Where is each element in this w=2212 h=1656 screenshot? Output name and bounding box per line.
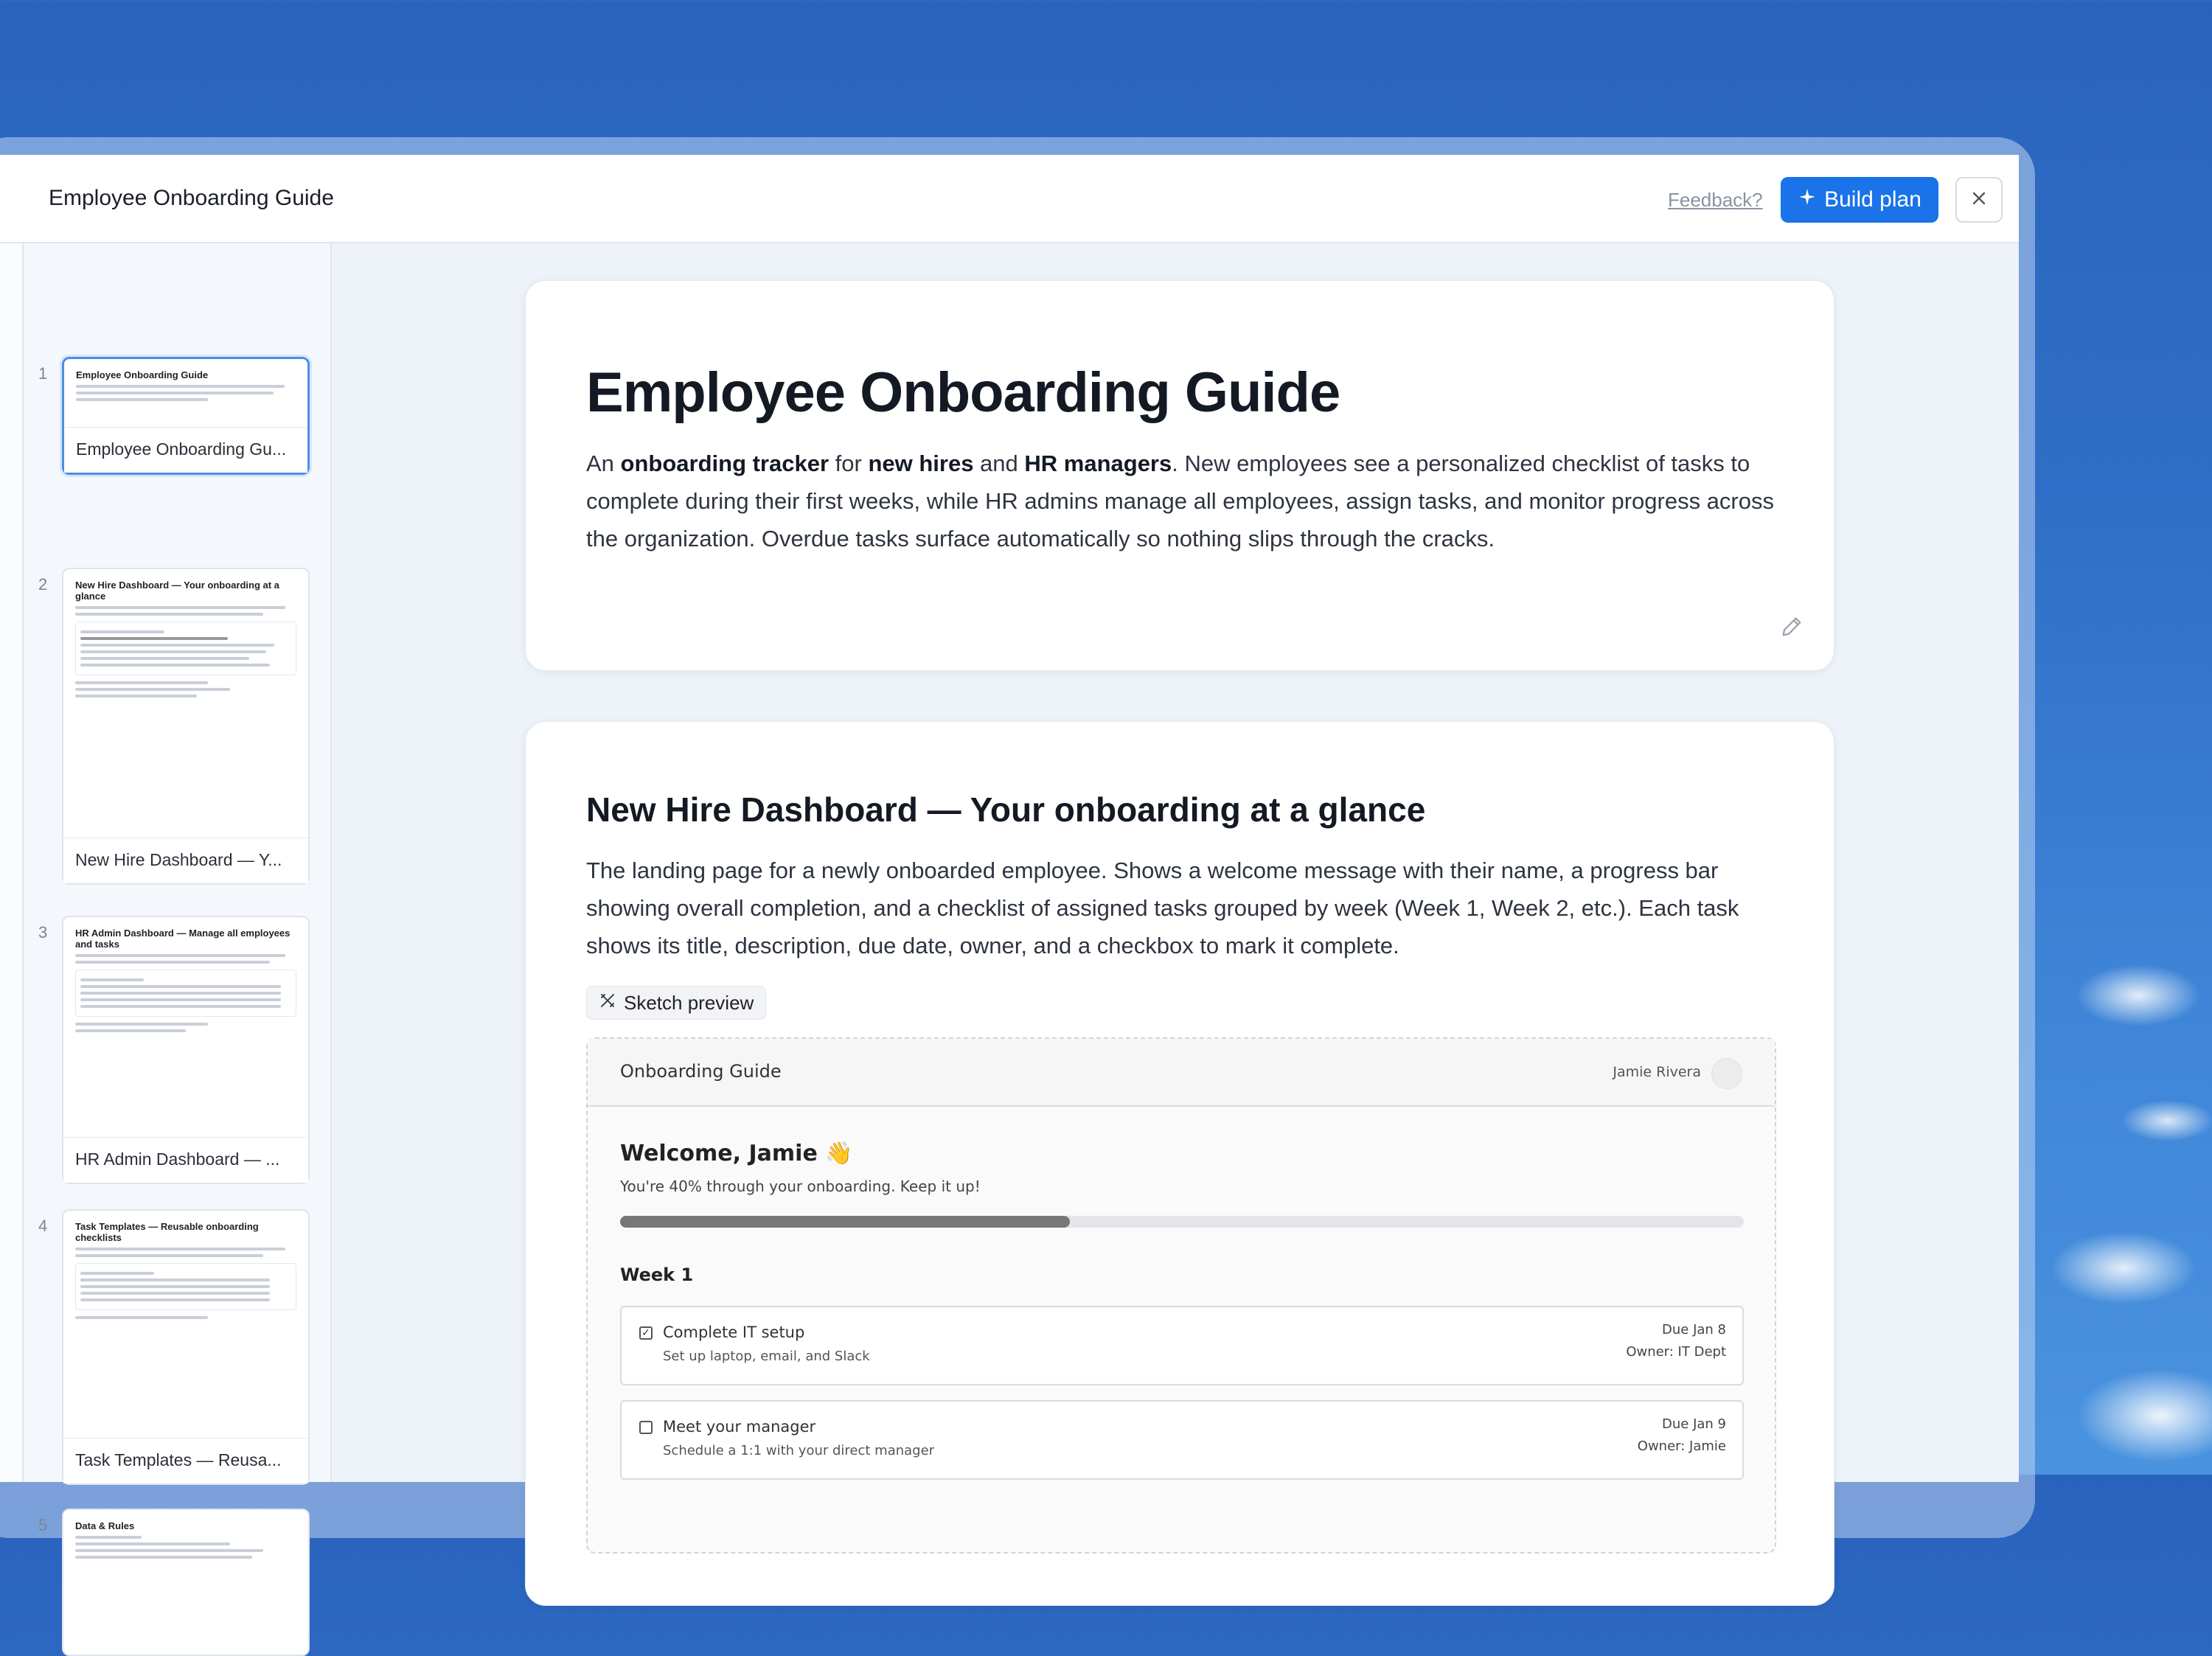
thumbnail-heading: New Hire Dashboard — Your onboarding at a glance bbox=[75, 580, 279, 602]
section-description: The landing page for a newly onboarded employee. Shows a welcome message with their name, a progress bar showing overall completion, and a checklist of assigned tasks grouped by week (Week 1, Week 2, etc.). Each task shows its title, description, due date, owner, and a checkbox to mark it complete. bbox=[586, 857, 1739, 959]
task-row bbox=[620, 1400, 1744, 1480]
task-title: Meet your manager bbox=[663, 1418, 816, 1436]
page-title: Employee Onboarding Guide bbox=[586, 361, 1340, 424]
thumbnail-heading: Task Templates — Reusable onboarding checklists bbox=[75, 1221, 259, 1243]
page-number: 2 bbox=[38, 575, 48, 594]
task-checkbox[interactable] bbox=[639, 1421, 653, 1434]
feedback-link[interactable]: Feedback? bbox=[1668, 189, 1763, 211]
close-button[interactable] bbox=[1955, 177, 2003, 223]
page-thumbnail-4[interactable] bbox=[62, 1209, 310, 1485]
build-plan-label: Build plan bbox=[1824, 187, 1921, 212]
task-title: Complete IT setup bbox=[663, 1323, 805, 1341]
intro-card bbox=[525, 280, 1834, 671]
sketch-progress-text: You're 40% through your onboarding. Keep it up! bbox=[620, 1177, 981, 1195]
page-number: 4 bbox=[38, 1217, 48, 1235]
sketch-header bbox=[588, 1039, 1775, 1107]
week-label: Week 1 bbox=[620, 1264, 694, 1285]
page-thumbnail-2[interactable] bbox=[62, 568, 310, 885]
task-owner: Owner: Jamie bbox=[1637, 1438, 1726, 1454]
thumbnail-caption: Task Templates — Reusa... bbox=[63, 1438, 308, 1483]
section-card bbox=[525, 721, 1834, 1606]
sketch-app-name: Onboarding Guide bbox=[620, 1061, 782, 1082]
avatar bbox=[1711, 1058, 1742, 1089]
top-bar bbox=[0, 155, 2019, 243]
task-due-date: Due Jan 8 bbox=[1662, 1322, 1726, 1337]
page-number: 5 bbox=[38, 1516, 48, 1534]
edit-pencil-icon[interactable] bbox=[1779, 614, 1804, 643]
sketch-welcome: Welcome, Jamie 👋 bbox=[620, 1141, 853, 1166]
window-title: Employee Onboarding Guide bbox=[49, 186, 334, 210]
task-row bbox=[620, 1306, 1744, 1385]
task-checkbox[interactable]: ✓ bbox=[639, 1326, 653, 1340]
close-icon bbox=[1970, 189, 1988, 211]
progress-bar-fill bbox=[620, 1216, 1070, 1228]
page-thumbnail-5[interactable] bbox=[62, 1509, 310, 1656]
thumbnail-heading: HR Admin Dashboard — Manage all employees and tasks bbox=[75, 928, 291, 950]
task-description: Set up laptop, email, and Slack bbox=[663, 1349, 870, 1364]
task-due-date: Due Jan 9 bbox=[1662, 1416, 1726, 1432]
page-number: 1 bbox=[38, 364, 48, 383]
left-edge-panel bbox=[0, 155, 24, 1482]
sketch-icon bbox=[599, 992, 616, 1015]
thumbnail-heading: Data & Rules bbox=[75, 1520, 135, 1531]
thumbnail-caption: New Hire Dashboard — Y... bbox=[63, 838, 308, 883]
thumbnail-heading: Employee Onboarding Guide bbox=[76, 369, 209, 380]
sketch-preview-label: Sketch preview bbox=[624, 991, 754, 1014]
page-thumbnail-1[interactable] bbox=[62, 357, 310, 475]
intro-paragraph: An onboarding tracker for new hires and HR managers. New employees see a personalized checklist of tasks to complete during their first weeks, while HR admins manage all employees, assign tasks, and monitor progress across the organization. Overdue tasks surface automatically so nothing slips through the cracks. bbox=[586, 450, 1774, 552]
sketch-preview bbox=[586, 1037, 1776, 1554]
task-description: Schedule a 1:1 with your direct manager bbox=[663, 1443, 935, 1458]
page-number: 3 bbox=[38, 923, 48, 942]
build-plan-button[interactable] bbox=[1781, 177, 1938, 223]
thumbnail-caption: HR Admin Dashboard — ... bbox=[63, 1137, 308, 1183]
app-window bbox=[0, 155, 2019, 1534]
sketch-user-name: Jamie Rivera bbox=[1613, 1064, 1701, 1080]
page-thumbnail-3[interactable] bbox=[62, 916, 310, 1184]
progress-bar bbox=[620, 1216, 1744, 1228]
thumbnail-caption: Employee Onboarding Gu... bbox=[64, 427, 307, 473]
page-sidebar bbox=[24, 243, 332, 1534]
sketch-preview-button[interactable] bbox=[586, 986, 766, 1020]
section-title: New Hire Dashboard — Your onboarding at a glance bbox=[586, 790, 1426, 829]
sparkle-icon bbox=[1798, 187, 1817, 212]
task-owner: Owner: IT Dept bbox=[1626, 1344, 1726, 1360]
